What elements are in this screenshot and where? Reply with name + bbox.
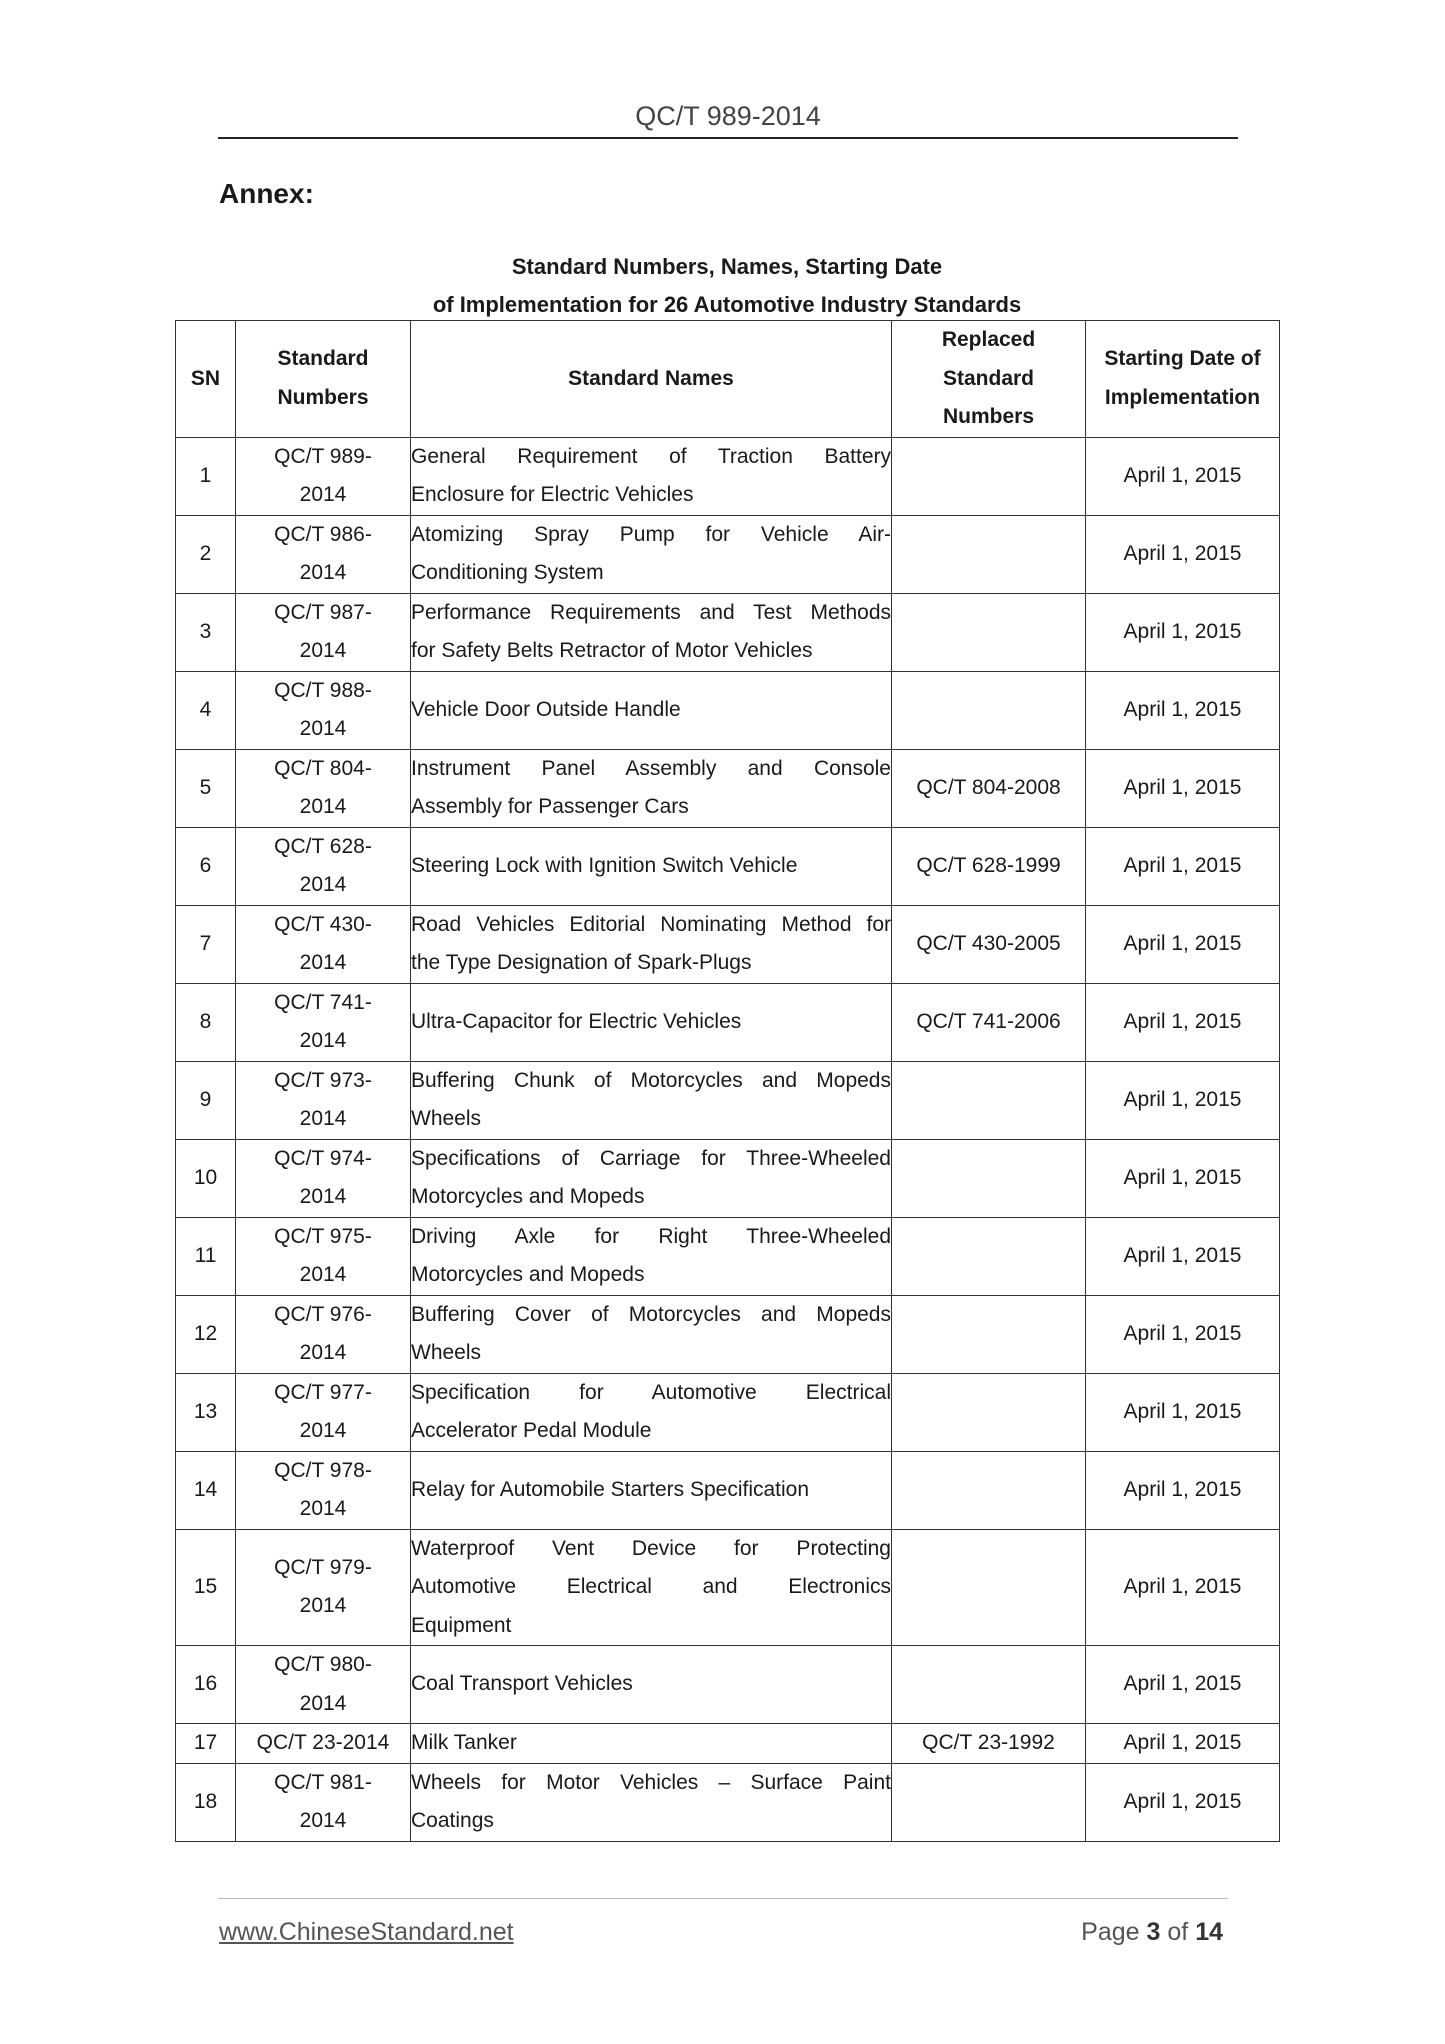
- standard-number-line: 2014: [299, 1341, 347, 1364]
- cell-standard-name: [411, 1529, 892, 1646]
- cell-replaced-number: [892, 1763, 1086, 1841]
- cell-replaced-number: QC/T 628-1999: [892, 827, 1086, 905]
- standard-name-line: Automotive Electrical and Electronics: [411, 1575, 891, 1598]
- cell-starting-date: April 1, 2015: [1086, 671, 1280, 749]
- standard-name-line: Wheels: [411, 1107, 482, 1130]
- cell-standard-name: [411, 827, 892, 905]
- header-replaced-line-1: Replaced: [941, 328, 1036, 351]
- standard-number-line: QC/T 980-: [274, 1653, 372, 1676]
- cell-sn: 17: [176, 1724, 236, 1764]
- cell-starting-date: April 1, 2015: [1086, 515, 1280, 593]
- cell-starting-date: April 1, 2015: [1086, 1295, 1280, 1373]
- standard-name-line: Accelerator Pedal Module: [411, 1419, 652, 1442]
- standard-number-line: 2014: [299, 1029, 347, 1052]
- cell-standard-name: [411, 983, 892, 1061]
- cell-standard-number: [236, 905, 411, 983]
- cell-starting-date: April 1, 2015: [1086, 905, 1280, 983]
- standard-number-line: 2014: [299, 1497, 347, 1520]
- standard-number-line: 2014: [299, 1185, 347, 1208]
- standard-number-line: QC/T 981-: [274, 1770, 372, 1794]
- page-of: of: [1167, 1918, 1189, 1946]
- cell-starting-date: April 1, 2015: [1086, 749, 1280, 827]
- standard-name-line: Ultra-Capacitor for Electric Vehicles: [411, 1009, 742, 1033]
- standard-name-line: Vehicle Door Outside Handle: [411, 697, 681, 721]
- standard-number-line: 2014: [299, 795, 347, 818]
- table-row: [176, 1217, 1280, 1295]
- standard-name-line: Instrument Panel Assembly and Console: [411, 756, 891, 780]
- cell-sn: 2: [176, 515, 236, 593]
- standard-number-line: 2014: [299, 561, 347, 584]
- cell-standard-name: [411, 671, 892, 749]
- header-replaced-line-3: Numbers: [942, 405, 1035, 428]
- standard-name-line: Road Vehicles Editorial Nominating Method for: [411, 912, 891, 936]
- cell-starting-date: April 1, 2015: [1086, 593, 1280, 671]
- header-replaced-line-2: Standard: [942, 366, 1034, 390]
- cell-standard-name: [411, 905, 892, 983]
- table-row: [176, 1646, 1280, 1724]
- standard-name-line: Milk Tanker: [411, 1731, 517, 1754]
- header-numbers-line-2: Numbers: [277, 385, 369, 409]
- table-row: [176, 905, 1280, 983]
- cell-replaced-number: QC/T 430-2005: [892, 905, 1086, 983]
- cell-sn: 18: [176, 1763, 236, 1841]
- cell-starting-date: April 1, 2015: [1086, 1061, 1280, 1139]
- cell-sn: 8: [176, 983, 236, 1061]
- table-row: [176, 437, 1280, 515]
- standard-name-line: Specification for Automotive Electrical: [411, 1380, 891, 1404]
- header-numbers-line-1: Standard: [277, 347, 369, 371]
- standard-number-line: QC/T 23-2014: [256, 1731, 390, 1754]
- cell-replaced-number: [892, 593, 1086, 671]
- cell-replaced-number: [892, 1217, 1086, 1295]
- cell-sn: 1: [176, 437, 236, 515]
- cell-starting-date: April 1, 2015: [1086, 983, 1280, 1061]
- table-row: [176, 1139, 1280, 1217]
- cell-standard-number: [236, 437, 411, 515]
- cell-replaced-number: [892, 1295, 1086, 1373]
- table-row: [176, 827, 1280, 905]
- table-row: [176, 671, 1280, 749]
- cell-standard-name: [411, 749, 892, 827]
- standard-number-line: 2014: [299, 1809, 347, 1832]
- cell-standard-name: [411, 1724, 892, 1764]
- cell-standard-name: [411, 1139, 892, 1217]
- standard-name-line: Wheels for Motor Vehicles – Surface Paint: [411, 1770, 891, 1794]
- table-row: [176, 515, 1280, 593]
- standard-name-line: Buffering Cover of Motorcycles and Mopeds: [411, 1302, 891, 1326]
- cell-standard-number: [236, 671, 411, 749]
- standard-name-line: Assembly for Passenger Cars: [411, 795, 689, 818]
- table-header-row: [176, 321, 1280, 438]
- standard-name-line: General Requirement of Traction Battery: [411, 444, 891, 468]
- cell-standard-number: [236, 1451, 411, 1529]
- cell-standard-name: [411, 1646, 892, 1724]
- standard-name-line: Waterproof Vent Device for Protecting: [411, 1536, 891, 1560]
- standard-number-line: QC/T 988-: [274, 678, 372, 702]
- header-date-line-1: Starting Date of: [1104, 347, 1261, 371]
- cell-replaced-number: QC/T 741-2006: [892, 983, 1086, 1061]
- standard-name-line: for Safety Belts Retractor of Motor Vehicles: [411, 639, 813, 662]
- cell-replaced-number: [892, 1373, 1086, 1451]
- standard-number-line: QC/T 974-: [274, 1146, 372, 1170]
- cell-standard-name: [411, 1217, 892, 1295]
- header-starting-date: [1086, 321, 1280, 438]
- standard-number-line: 2014: [299, 1691, 347, 1715]
- standard-number-line: QC/T 430-: [274, 912, 372, 936]
- cell-replaced-number: [892, 1139, 1086, 1217]
- table-row: [176, 983, 1280, 1061]
- cell-replaced-number: [892, 671, 1086, 749]
- standard-number-line: QC/T 989-: [274, 444, 372, 468]
- cell-standard-name: [411, 1295, 892, 1373]
- standard-number-line: 2014: [299, 483, 347, 506]
- cell-starting-date: April 1, 2015: [1086, 1763, 1280, 1841]
- standard-name-line: Coatings: [411, 1809, 494, 1832]
- standard-number-line: 2014: [299, 717, 347, 740]
- cell-replaced-number: QC/T 23-1992: [892, 1724, 1086, 1764]
- caption-line-2: of Implementation for 26 Automotive Industry Standards: [432, 292, 1022, 317]
- cell-standard-number: [236, 1061, 411, 1139]
- cell-starting-date: April 1, 2015: [1086, 1724, 1280, 1764]
- page-total: 14: [1195, 1918, 1223, 1946]
- cell-standard-name: [411, 515, 892, 593]
- header-divider: [218, 137, 1238, 139]
- cell-standard-number: [236, 749, 411, 827]
- cell-sn: 6: [176, 827, 236, 905]
- table-row: [176, 1295, 1280, 1373]
- cell-sn: 16: [176, 1646, 236, 1724]
- website-link[interactable]: www.ChineseStandard.net: [219, 1918, 514, 1946]
- cell-starting-date: April 1, 2015: [1086, 1373, 1280, 1451]
- cell-standard-number: [236, 1373, 411, 1451]
- cell-starting-date: April 1, 2015: [1086, 1217, 1280, 1295]
- standard-name-line: the Type Designation of Spark-Plugs: [411, 951, 752, 974]
- standard-number-line: QC/T 979-: [274, 1555, 372, 1579]
- cell-sn: 15: [176, 1529, 236, 1646]
- cell-starting-date: April 1, 2015: [1086, 437, 1280, 515]
- cell-starting-date: April 1, 2015: [1086, 1139, 1280, 1217]
- standard-name-line: Steering Lock with Ignition Switch Vehicle: [411, 853, 798, 877]
- standard-name-line: Conditioning System: [411, 561, 604, 584]
- standard-number-line: 2014: [299, 951, 347, 974]
- standard-number-line: QC/T 975-: [274, 1224, 372, 1248]
- header-standard-numbers: [236, 321, 411, 438]
- standard-name-line: Equipment: [411, 1613, 512, 1637]
- standard-number-line: QC/T 741-: [274, 990, 372, 1014]
- cell-sn: 11: [176, 1217, 236, 1295]
- cell-replaced-number: [892, 1451, 1086, 1529]
- cell-starting-date: April 1, 2015: [1086, 827, 1280, 905]
- cell-starting-date: April 1, 2015: [1086, 1529, 1280, 1646]
- cell-standard-number: [236, 1217, 411, 1295]
- standard-number-line: 2014: [299, 1263, 347, 1286]
- cell-standard-name: [411, 1763, 892, 1841]
- cell-replaced-number: [892, 1646, 1086, 1724]
- cell-standard-name: [411, 1451, 892, 1529]
- annex-heading: Annex:: [219, 178, 314, 209]
- standard-number-line: QC/T 987-: [274, 600, 372, 624]
- standard-name-line: Motorcycles and Mopeds: [411, 1185, 645, 1208]
- standard-number-line: QC/T 977-: [274, 1380, 372, 1404]
- cell-sn: 10: [176, 1139, 236, 1217]
- standard-number-line: QC/T 973-: [274, 1068, 372, 1092]
- cell-sn: 4: [176, 671, 236, 749]
- cell-replaced-number: [892, 515, 1086, 593]
- standard-name-line: Relay for Automobile Starters Specification: [411, 1477, 810, 1501]
- cell-standard-number: [236, 1295, 411, 1373]
- standard-name-line: Specifications of Carriage for Three-Wheeled: [411, 1146, 891, 1170]
- standard-number-line: 2014: [299, 873, 347, 896]
- standards-table: [175, 320, 1280, 1842]
- cell-standard-name: [411, 437, 892, 515]
- standard-number-line: QC/T 976-: [274, 1302, 372, 1326]
- cell-standard-number: [236, 1646, 411, 1724]
- standard-number-line: QC/T 628-: [274, 834, 372, 858]
- table-row: [176, 1529, 1280, 1646]
- standard-name-line: Coal Transport Vehicles: [411, 1672, 633, 1696]
- cell-standard-number: [236, 515, 411, 593]
- cell-standard-name: [411, 593, 892, 671]
- table-row: [176, 593, 1280, 671]
- standard-number-line: 2014: [299, 1107, 347, 1130]
- standard-number-line: QC/T 804-: [274, 756, 372, 780]
- table-body: [176, 437, 1280, 1841]
- cell-standard-number: [236, 827, 411, 905]
- standard-name-line: Enclosure for Electric Vehicles: [411, 483, 694, 506]
- cell-standard-number: [236, 983, 411, 1061]
- cell-replaced-number: [892, 437, 1086, 515]
- table-row: [176, 749, 1280, 827]
- standard-name-line: Driving Axle for Right Three-Wheeled: [411, 1224, 891, 1248]
- table-row: [176, 1763, 1280, 1841]
- cell-standard-number: [236, 1529, 411, 1646]
- footer-divider: [218, 1898, 1228, 1899]
- standard-number-line: 2014: [299, 639, 347, 662]
- cell-sn: 3: [176, 593, 236, 671]
- cell-replaced-number: [892, 1529, 1086, 1646]
- standard-number-line: QC/T 978-: [274, 1458, 372, 1482]
- caption-line-1: Standard Numbers, Names, Starting Date: [511, 254, 943, 279]
- cell-standard-name: [411, 1373, 892, 1451]
- cell-sn: 5: [176, 749, 236, 827]
- cell-sn: 12: [176, 1295, 236, 1373]
- cell-replaced-number: QC/T 804-2008: [892, 749, 1086, 827]
- cell-starting-date: April 1, 2015: [1086, 1646, 1280, 1724]
- page-prefix: Page: [1081, 1918, 1140, 1946]
- page-current: 3: [1146, 1918, 1161, 1946]
- standard-name-line: Wheels: [411, 1341, 482, 1364]
- header-date-line-2: Implementation: [1104, 385, 1261, 409]
- cell-sn: 9: [176, 1061, 236, 1139]
- standard-number-line: QC/T 986-: [274, 522, 372, 546]
- header-standard-names: Standard Names: [411, 321, 892, 438]
- standard-name-line: Motorcycles and Mopeds: [411, 1263, 645, 1286]
- table-caption: [175, 248, 1279, 324]
- cell-starting-date: April 1, 2015: [1086, 1451, 1280, 1529]
- header-title: QC/T 989-2014: [635, 101, 821, 131]
- table-row: [176, 1373, 1280, 1451]
- cell-standard-number: [236, 1139, 411, 1217]
- header-replaced-numbers: [892, 321, 1086, 438]
- cell-sn: 14: [176, 1451, 236, 1529]
- table-row: [176, 1724, 1280, 1764]
- cell-sn: 13: [176, 1373, 236, 1451]
- cell-replaced-number: [892, 1061, 1086, 1139]
- table-row: [176, 1451, 1280, 1529]
- cell-standard-number: [236, 593, 411, 671]
- standard-name-line: Performance Requirements and Test Methods: [411, 600, 891, 624]
- table-row: [176, 1061, 1280, 1139]
- page-indicator: [1081, 1918, 1223, 1947]
- standard-name-line: Atomizing Spray Pump for Vehicle Air-: [411, 522, 891, 546]
- cell-standard-number: [236, 1724, 411, 1764]
- cell-standard-number: [236, 1763, 411, 1841]
- standard-name-line: Buffering Chunk of Motorcycles and Mopeds: [411, 1068, 891, 1092]
- standard-number-line: 2014: [299, 1594, 347, 1618]
- standard-number-line: 2014: [299, 1419, 347, 1442]
- cell-sn: 7: [176, 905, 236, 983]
- header-sn: SN: [176, 321, 236, 438]
- cell-standard-name: [411, 1061, 892, 1139]
